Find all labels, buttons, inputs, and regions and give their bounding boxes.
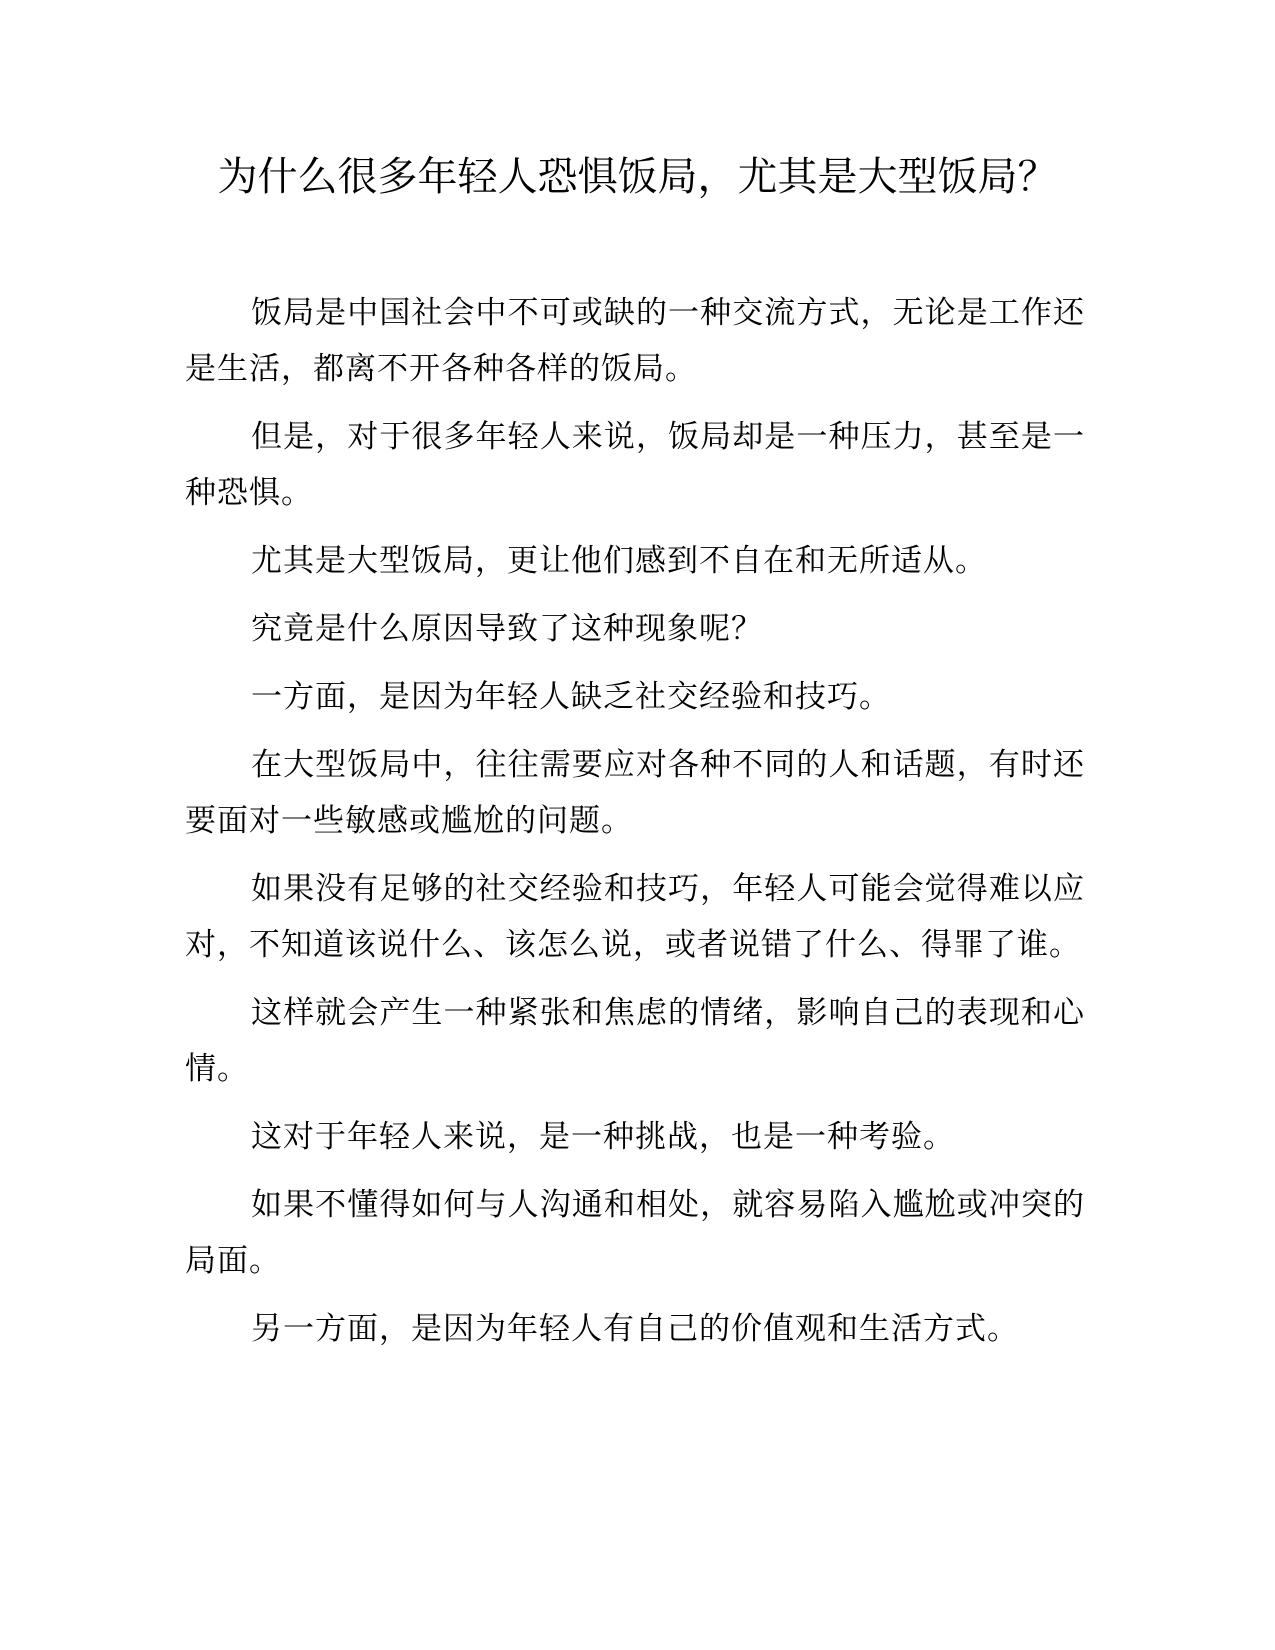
paragraph: 但是，对于很多年轻人来说，饭局却是一种压力，甚至是一种恐惧。 bbox=[185, 419, 1085, 511]
document-title: 为什么很多年轻人恐惧饭局，尤其是大型饭局？ bbox=[217, 154, 1058, 200]
paragraph: 如果没有足够的社交经验和技巧，年轻人可能会觉得难以应对，不知道该说什么、该怎么说，或者说错了什么、得罪了谁。 bbox=[185, 871, 1085, 963]
paragraph: 这对于年轻人来说，是一种挑战，也是一种考验。 bbox=[251, 1119, 955, 1155]
paragraph: 如果不懂得如何与人沟通和相处，就容易陷入尴尬或冲突的局面。 bbox=[185, 1187, 1085, 1279]
paragraph: 这样就会产生一种紧张和焦虑的情绪，影响自己的表现和心情。 bbox=[185, 995, 1085, 1087]
paragraph: 另一方面，是因为年轻人有自己的价值观和生活方式。 bbox=[251, 1311, 1019, 1347]
paragraph: 一方面，是因为年轻人缺乏社交经验和技巧。 bbox=[251, 679, 891, 715]
paragraph: 在大型饭局中，往往需要应对各种不同的人和话题，有时还要面对一些敏感或尴尬的问题。 bbox=[185, 747, 1085, 839]
paragraph: 究竟是什么原因导致了这种现象呢？ bbox=[251, 611, 763, 647]
document-body bbox=[185, 285, 1085, 1369]
paragraph: 尤其是大型饭局，更让他们感到不自在和无所适从。 bbox=[251, 543, 987, 579]
paragraph: 饭局是中国社会中不可或缺的一种交流方式，无论是工作还是生活，都离不开各种各样的饭局。 bbox=[185, 295, 1085, 387]
